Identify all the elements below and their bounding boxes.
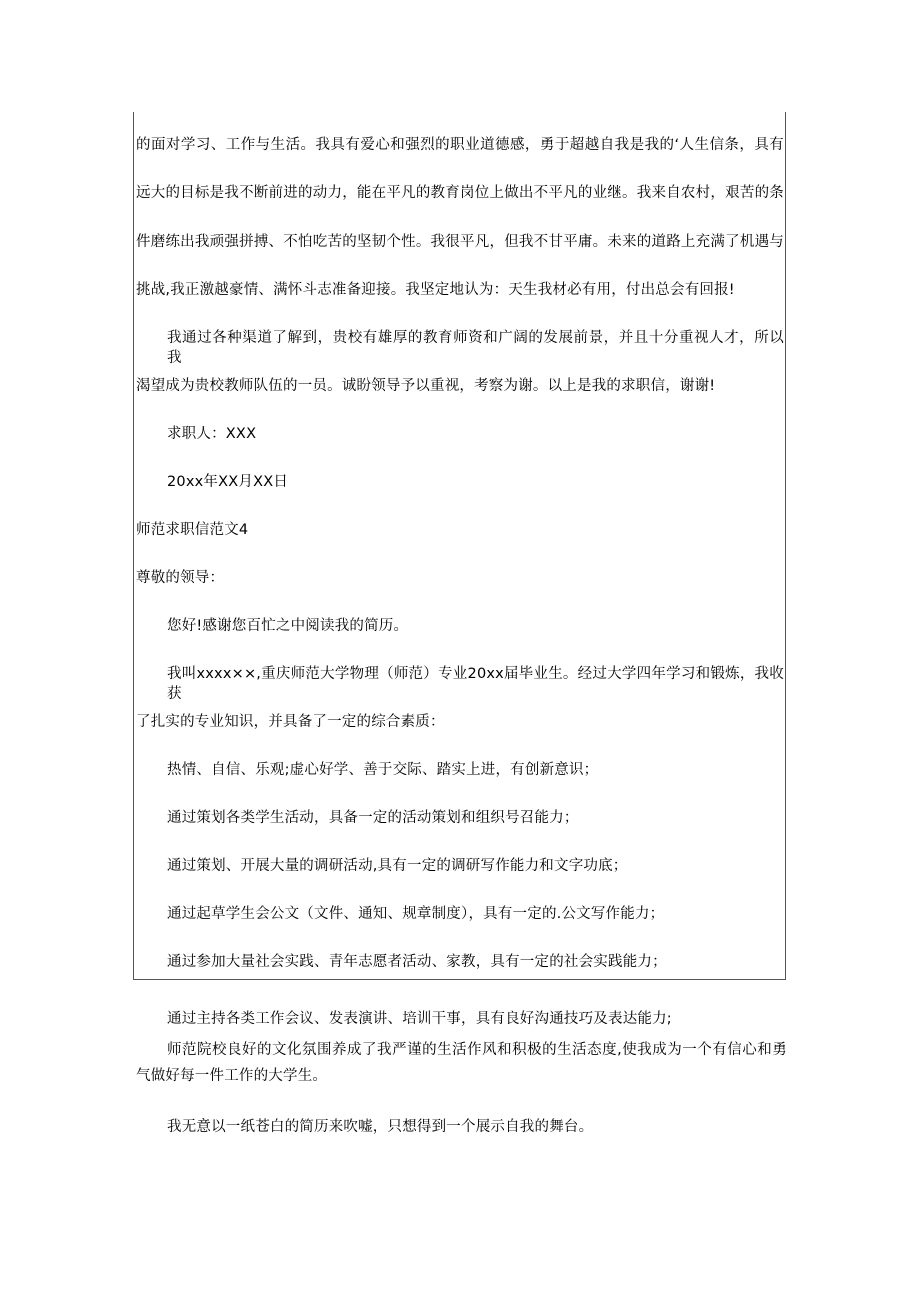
paragraph-line: 我叫xxxx××,重庆师范大学物理（师范）专业20xx届毕业生。经过大学四年学习和锻炼，我收获 [167, 666, 784, 702]
list-item: 热情、自信、乐观;虚心好学、善于交际、踏实上进，有创新意识； [167, 762, 599, 778]
list-item: 通过起草学生会公文（文件、通知、规章制度），具有一定的.公文写作能力； [167, 906, 665, 922]
date-line: 20xx年XX月XX日 [167, 474, 289, 490]
paragraph-line: 的面对学习、工作与生活。我具有爱心和强烈的职业道德感，勇于超越自我是我的‘人生信条，具有 [136, 137, 784, 153]
list-item: 通过策划、开展大量的调研活动,具有一定的调研写作能力和文字功底； [167, 858, 628, 874]
list-item: 通过参加大量社会实践、青年志愿者活动、家教，具有一定的社会实践能力； [167, 954, 667, 970]
closing-line: 我无意以一纸苍白的简历来吹嘘，只想得到一个展示自我的舞台。 [167, 1119, 594, 1135]
paragraph-line: 我通过各种渠道了解到，贵校有雄厚的教育师资和广阔的发展前景，并且十分重视人才，所以我 [167, 330, 784, 366]
signature-line: 求职人：XXX [167, 426, 257, 442]
list-item: 通过策划各类学生活动，具备一定的活动策划和组织号召能力； [167, 810, 579, 826]
list-item: 通过主持各类工作会议、发表演讲、培训干事，具有良好沟通技巧及表达能力; [167, 1011, 672, 1027]
paragraph-line: 气做好每一件工作的大学生。 [136, 1068, 328, 1084]
section-heading: 师范求职信范文4 [136, 522, 249, 538]
paragraph-line: 件磨练出我顽强拼搏、不怕吃苦的坚韧个性。我很平凡，但我不甘平庸。未来的道路上充满了机遇与 [136, 234, 784, 250]
paragraph-line: 师范院校良好的文化氛围养成了我严谨的生活作风和积极的生活态度,使我成为一个有信心和勇 [167, 1042, 787, 1058]
paragraph-line: 远大的目标是我不断前进的动力，能在平凡的教育岗位上做出不平凡的业继。我来自农村，艰苦的条 [136, 185, 784, 201]
salutation: 尊敬的领导： [136, 570, 225, 586]
paragraph-line: 了扎实的专业知识，并具备了一定的综合素质： [136, 714, 445, 730]
paragraph-line: 渴望成为贵校教师队伍的一员。诚盼领导予以重视，考察为谢。以上是我的求职信，谢谢! [136, 378, 716, 394]
greeting-line: 您好!感谢您百忙之中阅读我的简历。 [167, 618, 409, 634]
paragraph-line: 挑战,我正激越豪情、满怀斗志准备迎接。我坚定地认为：天生我材必有用，付出总会有回报! [136, 282, 735, 298]
